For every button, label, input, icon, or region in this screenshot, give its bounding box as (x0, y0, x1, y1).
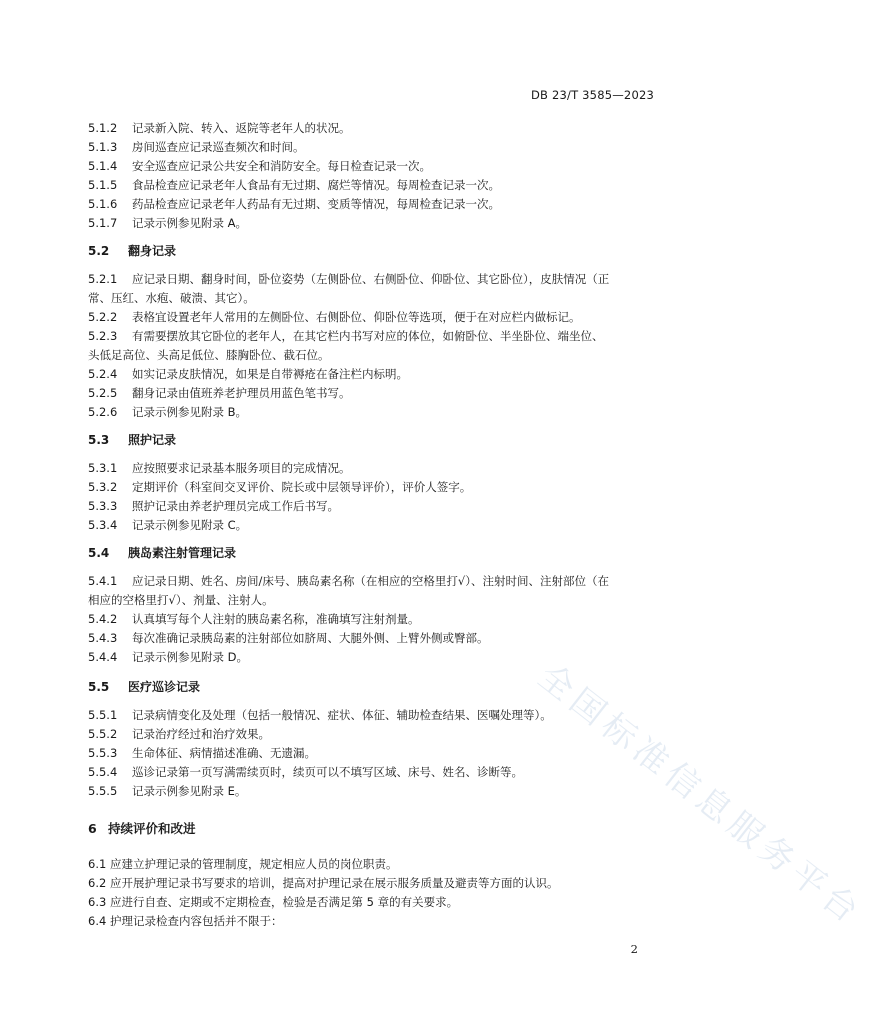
clause-text: 如实记录皮肤情况，如果是自带褥疮在备注栏内标明。 (132, 367, 408, 381)
clause-text: 记录示例参见附录 E。 (132, 784, 247, 798)
clause-number: 5.4.2 (88, 612, 118, 626)
clause-text: 表格宜设置老年人常用的左侧卧位、右侧卧位、仰卧位等选项，便于在对应栏内做标记。 (132, 310, 581, 324)
clause-5-5-2 (88, 727, 662, 741)
clause-text: 安全巡查应记录公共安全和消防安全。每日检查记录一次。 (132, 159, 431, 173)
clause-number: 5.3.2 (88, 480, 118, 494)
clause-text: 翻身记录由值班养老护理员用蓝色笔书写。 (132, 386, 351, 400)
page-number: 2 (630, 942, 638, 956)
clause-text: 房间巡查应记录巡查频次和时间。 (132, 140, 305, 154)
clause-text: 巡诊记录第一页写满需续页时，续页可以不填写区域、床号、姓名、诊断等。 (132, 765, 523, 779)
clause-number: 5.5.5 (88, 784, 118, 798)
clause-6-3: 6.3 应进行自查、定期或不定期检查，检验是否满足第 5 章的有关要求。 (88, 895, 459, 909)
clause-5-2-1 (88, 272, 662, 286)
clause-5-2-4 (88, 367, 662, 381)
clause-number: 5.1.7 (88, 216, 118, 230)
clause-6-2: 6.2 应开展护理记录书写要求的培训，提高对护理记录在展示服务质量及避责等方面的认识。 (88, 876, 559, 890)
clause-text: 药品检查应记录老年人药品有无过期、变质等情况，每周检查记录一次。 (132, 197, 500, 211)
clause-5-2-3-cont: 头低足高位、头高足低位、膝胸卧位、截石位。 (88, 348, 330, 362)
section-heading-5-5 (88, 680, 662, 694)
clause-text: 记录示例参见附录 B。 (132, 405, 248, 419)
section-title: 照护记录 (128, 433, 177, 447)
clause-5-2-2 (88, 310, 662, 324)
clause-5-4-4 (88, 650, 662, 664)
clause-6-1: 6.1 应建立护理记录的管理制度，规定相应人员的岗位职责。 (88, 857, 398, 871)
clause-text: 应按照要求记录基本服务项目的完成情况。 (132, 461, 351, 475)
clause-number: 5.1.6 (88, 197, 118, 211)
chapter-number: 6 (88, 821, 97, 836)
clause-5-3-1 (88, 461, 662, 475)
clause-5-5-1 (88, 708, 662, 722)
clause-5-4-1-cont: 相应的空格里打√）、剂量、注射人。 (88, 593, 274, 607)
clause-5-1-3 (88, 140, 662, 154)
clause-text: 记录新入院、转入、返院等老年人的状况。 (132, 121, 351, 135)
clause-5-1-6 (88, 197, 662, 211)
clause-number: 5.4.4 (88, 650, 118, 664)
clause-5-2-5 (88, 386, 662, 400)
clause-5-1-7 (88, 216, 662, 230)
section-title: 医疗巡诊记录 (128, 680, 201, 694)
clause-number: 5.2.6 (88, 405, 118, 419)
clause-5-3-3 (88, 499, 662, 513)
section-heading-5-4 (88, 546, 662, 560)
section-heading-5-3 (88, 433, 662, 447)
clause-5-5-5 (88, 784, 662, 798)
clause-5-5-3 (88, 746, 662, 760)
clause-text: 定期评价（科室间交叉评价、院长或中层领导评价），评价人签字。 (132, 480, 472, 494)
clause-text: 生命体征、病情描述准确、无遗漏。 (132, 746, 316, 760)
clause-text: 有需要摆放其它卧位的老年人，在其它栏内书写对应的体位，如俯卧位、半坐卧位、端坐位、 (132, 329, 604, 343)
clause-number: 5.5.3 (88, 746, 118, 760)
clause-6-4: 6.4 护理记录检查内容包括并不限于： (88, 914, 283, 928)
clause-5-4-1 (88, 574, 662, 588)
clause-number: 5.2.3 (88, 329, 118, 343)
clause-5-1-5 (88, 178, 662, 192)
clause-5-4-3 (88, 631, 662, 645)
clause-5-2-1-cont: 常、压红、水疱、破溃、其它）。 (88, 291, 255, 305)
clause-number: 5.1.2 (88, 121, 118, 135)
clause-text: 记录示例参见附录 D。 (132, 650, 249, 664)
clause-number: 5.4.3 (88, 631, 118, 645)
section-number: 5.5 (88, 680, 110, 694)
section-number: 5.3 (88, 433, 110, 447)
section-number: 5.4 (88, 546, 110, 560)
clause-5-1-2 (88, 121, 662, 135)
chapter-title: 持续评价和改进 (108, 821, 196, 836)
clause-5-5-4 (88, 765, 662, 779)
clause-text: 每次准确记录胰岛素的注射部位如脐周、大腿外侧、上臂外侧或臀部。 (132, 631, 489, 645)
clause-text: 记录示例参见附录 C。 (132, 518, 248, 532)
section-title: 翻身记录 (128, 244, 177, 258)
clause-number: 5.5.4 (88, 765, 118, 779)
section-heading-5-2 (88, 244, 662, 258)
clause-5-2-6 (88, 405, 662, 419)
clause-number: 5.1.5 (88, 178, 118, 192)
chapter-heading-6 (88, 822, 662, 836)
clause-number: 5.3.1 (88, 461, 118, 475)
clause-number: 5.2.1 (88, 272, 118, 286)
clause-text: 记录病情变化及处理（包括一般情况、症状、体征、辅助检查结果、医嘱处理等）。 (132, 708, 552, 722)
standard-code: DB 23/T 3585—2023 (530, 88, 654, 102)
clause-number: 5.2.4 (88, 367, 118, 381)
clause-number: 5.4.1 (88, 574, 118, 588)
clause-number: 5.3.3 (88, 499, 118, 513)
section-number: 5.2 (88, 244, 110, 258)
clause-text: 应记录日期、翻身时间，卧位姿势（左侧卧位、右侧卧位、仰卧位、其它卧位），皮肤情况（正 (132, 272, 610, 286)
clause-text: 照护记录由养老护理员完成工作后书写。 (132, 499, 339, 513)
clause-number: 5.5.1 (88, 708, 118, 722)
clause-number: 5.3.4 (88, 518, 118, 532)
section-title: 胰岛素注射管理记录 (128, 546, 237, 560)
clause-text: 认真填写每个人注射的胰岛素名称，准确填写注射剂量。 (132, 612, 420, 626)
clause-number: 5.2.2 (88, 310, 118, 324)
clause-text: 食品检查应记录老年人食品有无过期、腐烂等情况。每周检查记录一次。 (132, 178, 500, 192)
clause-text: 记录示例参见附录 A。 (132, 216, 248, 230)
clause-5-3-2 (88, 480, 662, 494)
clause-number: 5.1.4 (88, 159, 118, 173)
clause-number: 5.1.3 (88, 140, 118, 154)
clause-number: 5.2.5 (88, 386, 118, 400)
clause-5-2-3 (88, 329, 662, 343)
clause-number: 5.5.2 (88, 727, 118, 741)
clause-5-3-4 (88, 518, 662, 532)
clause-text: 应记录日期、姓名、房间/床号、胰岛素名称（在相应的空格里打√）、注射时间、注射部位（在 (132, 574, 609, 588)
clause-5-1-4 (88, 159, 662, 173)
watermark: 全国标准信息服务平台 (530, 656, 871, 935)
clause-text: 记录治疗经过和治疗效果。 (132, 727, 270, 741)
clause-5-4-2 (88, 612, 662, 626)
